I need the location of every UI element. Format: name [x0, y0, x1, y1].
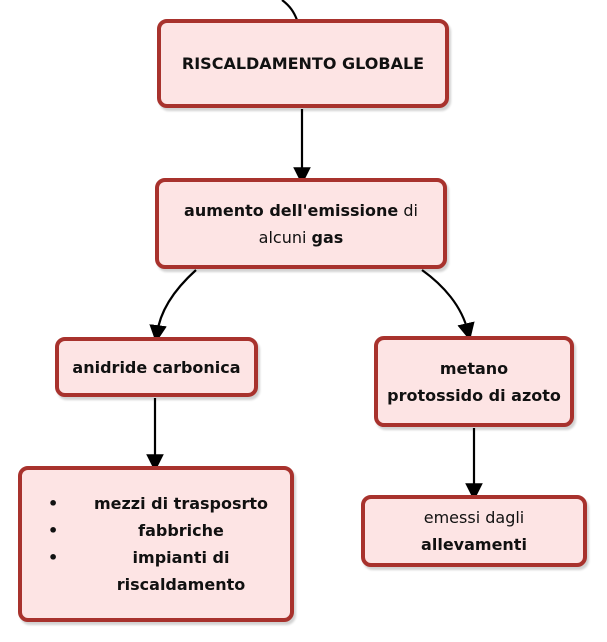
emission-gas-text: gas [311, 227, 344, 247]
emission-alcuni-text: alcuni [258, 227, 312, 247]
list-item: • impianti di [34, 544, 282, 571]
node-methane-nitrous-oxide [374, 336, 574, 427]
bullet-icon: • [48, 494, 59, 513]
emission-bold-text: aumento dell'emissione [184, 200, 399, 220]
node-emission-sources [18, 466, 294, 622]
node-livestock-line1: emessi dagli [423, 508, 525, 527]
list-item-continuation: riscaldamento [116, 575, 246, 594]
node-carbon-dioxide [55, 337, 258, 397]
node-methane-line1: metano [439, 358, 509, 378]
node-carbon-dioxide-label: anidride carbonica [72, 357, 241, 377]
emission-di-text: di [398, 200, 418, 220]
node-livestock-emissions [361, 495, 587, 567]
sources-list [22, 490, 290, 598]
node-emission-increase [155, 178, 447, 269]
list-item: • mezzi di trasposrto [34, 490, 282, 517]
node-livestock-line2: allevamenti [421, 535, 527, 554]
node-global-warming-label: RISCALDAMENTO GLOBALE [181, 54, 425, 73]
arrow-emission-to-methane [422, 270, 468, 332]
node-global-warming [157, 19, 449, 108]
node-emission-line2 [259, 224, 344, 251]
arrow-emission-to-co2 [157, 270, 196, 334]
node-methane-line2: protossido di azoto [387, 385, 561, 405]
list-item: • fabbriche [34, 517, 282, 544]
node-emission-line1 [184, 197, 418, 224]
bullet-icon: • [48, 521, 59, 540]
arrow-top-incoming [282, 0, 297, 20]
bullet-icon: • [48, 548, 59, 567]
